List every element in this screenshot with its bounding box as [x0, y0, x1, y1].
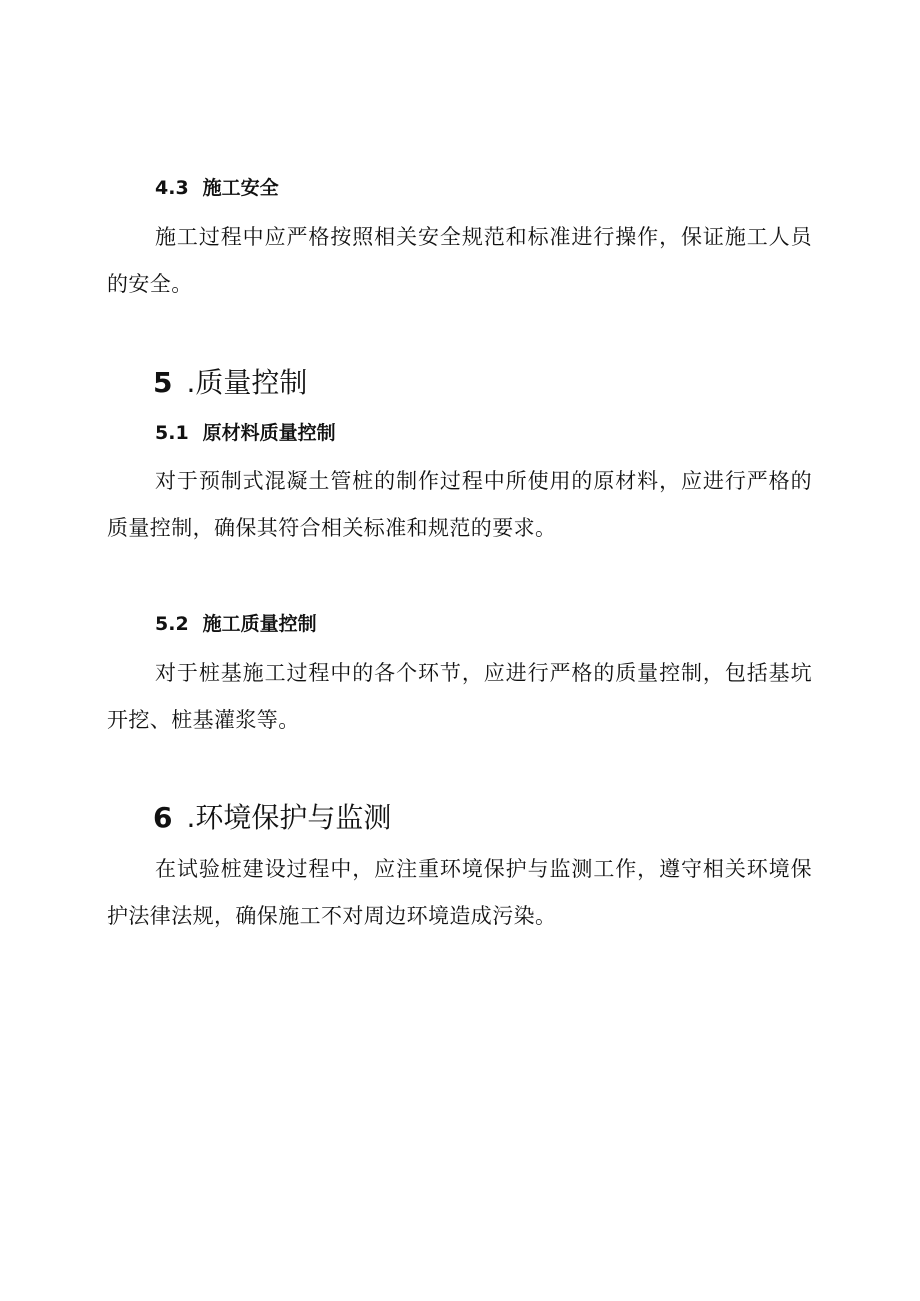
heading-number: 5.2: [155, 613, 189, 635]
heading-title: 施工安全: [202, 177, 279, 199]
heading-5: [153, 366, 307, 400]
heading-title: .环境保护与监测: [186, 801, 392, 834]
heading-number: 6: [153, 801, 173, 834]
heading-number: 4.3: [155, 177, 189, 199]
heading-title: .质量控制: [186, 366, 308, 399]
paragraph-4-3: 施工过程中应严格按照相关安全规范和标准进行操作，保证施工人员的安全。: [107, 225, 812, 296]
heading-title: 原材料质量控制: [202, 422, 336, 444]
heading-title: 施工质量控制: [202, 613, 317, 635]
heading-5-1: [155, 421, 336, 445]
paragraph-5-2: 对于桩基施工过程中的各个环节，应进行严格的质量控制，包括基坑开挖、桩基灌浆等。: [107, 661, 812, 732]
paragraph-5-1: 对于预制式混凝土管桩的制作过程中所使用的原材料，应进行严格的质量控制，确保其符合相关标准和规范的要求。: [107, 469, 812, 540]
heading-5-2: [155, 612, 317, 636]
heading-6: [153, 801, 391, 835]
paragraph-6: 在试验桩建设过程中，应注重环境保护与监测工作，遵守相关环境保护法律法规，确保施工不对周边环境造成污染。: [107, 857, 812, 928]
heading-4-3: [155, 176, 279, 200]
heading-number: 5: [153, 366, 173, 399]
heading-number: 5.1: [155, 422, 189, 444]
